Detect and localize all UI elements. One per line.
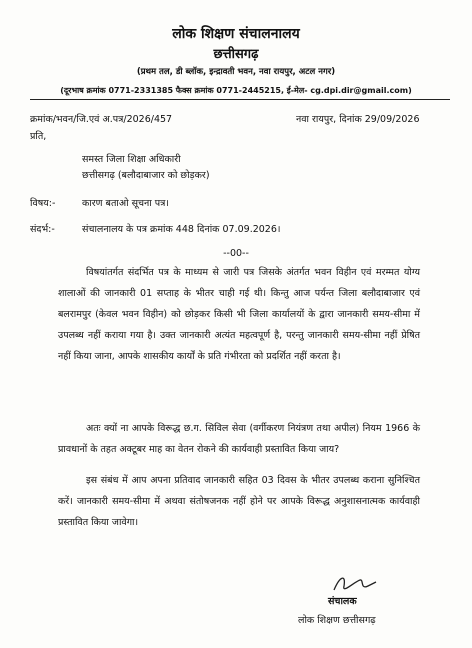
letter-number: क्रमांक/भवन/जि.एवं अ.पत्र/2026/457 — [30, 114, 173, 125]
body-paragraph-1: विषयांतर्गत संदर्भित पत्र के माध्यम से जारी पत्र जिसके अंतर्गत भवन विहीन एवं मरम्मत योग्य शालाओं की जानकारी 01 सप्ताह के भीतर चाही गई थी। किन्तु आज पर्यन्त जिला बलौदाबाजार एवं बलरामपुर (केवल भवन विहीन) को छोड़कर किसी भी जिला कार्यालयों के द्वारा जानकारी समय-सीमा में उपलब्ध नहीं कराया गया है। उक्त जानकारी अत्यंत महत्वपूर्ण है, परन्तु जानकारी समय-सीमा नहीं प्रेषित नहीं किया जाना, आपके शासकीय कार्यों के प्रति गंभीरता को प्रदर्शित नहीं करता है। — [58, 267, 420, 362]
body-paragraph-2: अतः क्यों ना आपके विरूद्ध छ.ग. सिविल सेवा (वर्गीकरण नियंत्रण तथा अपील) नियम 1966 के प्रावधानों के तहत अक्टूबर माह का वेतन रोकने की कार्यवाही प्रस्तावित किया जाय? — [58, 423, 420, 455]
recipient-prati: प्रति, — [30, 131, 47, 142]
reference-text: संचालनालय के पत्र क्रमांक 448 दिनांक 07.09.2026। — [82, 224, 281, 235]
letterhead-address: (प्रथम तल, डी ब्लॉक, इन्द्रावती भवन, नवा रायपुर, अटल नगर) — [136, 67, 336, 77]
header-divider — [30, 99, 450, 100]
letterhead-contact: (दूरभाष क्रमांक 0771-2331385 फैक्स क्रमांक 0771-2445215, ई-मेल- cg.dpi.dir@gmail.com) — [60, 86, 412, 95]
separator: --00-- — [223, 248, 249, 259]
signature-scribble — [330, 572, 378, 596]
signatory-designation: संचालक — [328, 596, 357, 607]
subject-label: विषय:- — [30, 198, 56, 209]
reference-label: संदर्भ:- — [30, 224, 55, 235]
recipient-line-2: छत्तीसगढ़ (बलौदाबाजार को छोड़कर) — [82, 170, 210, 181]
body-paragraph-3: इस संबंध में आप अपना प्रतिवाद जानकारी सहित 03 दिवस के भीतर उपलब्ध कराना सुनिश्चित करें। जानकारी समय-सीमा में अथवा संतोषजनक नहीं होने पर आपके विरूद्ध अनुशासनात्मक कार्यवाही प्रस्तावित किया जावेगा। — [58, 475, 420, 528]
letterhead-title: लोक शिक्षण संचालनालय — [172, 26, 300, 42]
recipient-line-1: समस्त जिला शिक्षा अधिकारी — [82, 154, 181, 165]
letterhead-state: छत्तीसगढ़ — [213, 47, 259, 62]
subject-text: कारण बताओ सूचना पत्र। — [82, 198, 170, 209]
signatory-office: लोक शिक्षण छत्तीसगढ़ — [298, 615, 376, 626]
place-date: नवा रायपुर, दिनांक 29/09/2026 — [296, 114, 420, 125]
